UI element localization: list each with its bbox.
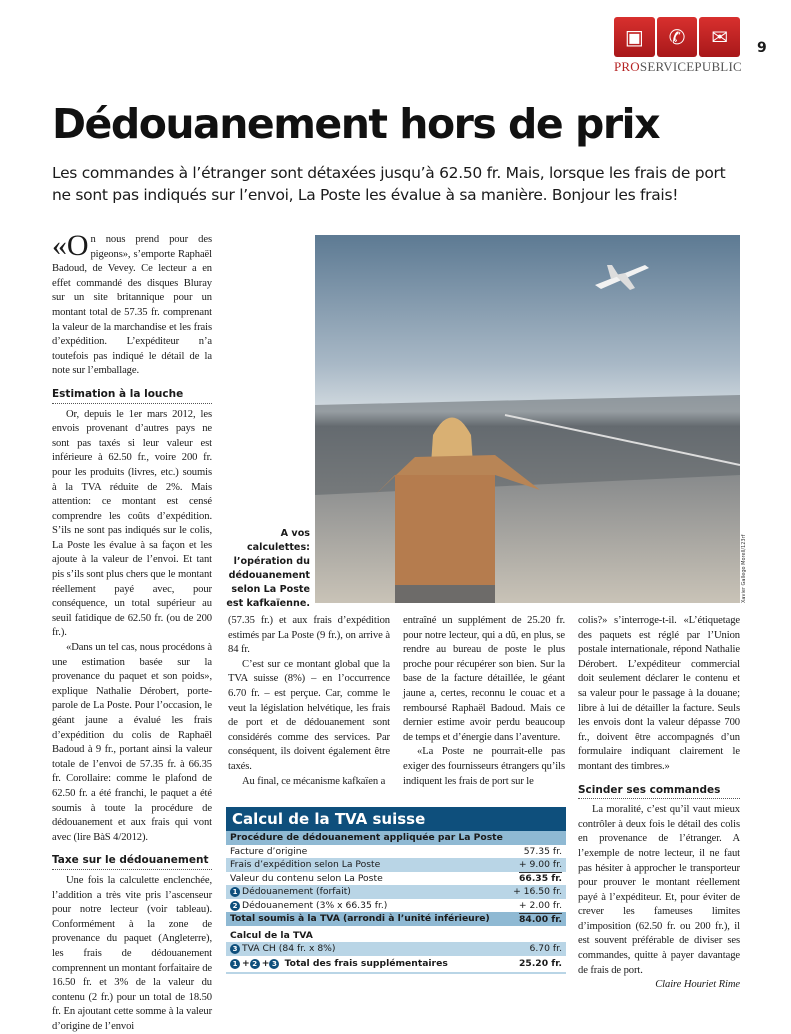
mail-icon: ✉ xyxy=(699,17,740,57)
paragraph: C’est sur ce montant global que la TVA suisse (8%) – en l’occurrence 6.70 fr. – est perçue. Car, comme le veut la législation helvétique, les frais de port et de dédouanement sont considérés comme des services. Par conséquent, ils doivent également être taxés. xyxy=(228,658,390,772)
bus-icon: ▣ xyxy=(614,17,655,57)
paragraph: (57.35 fr.) et aux frais d’expédition estimés par La Poste (9 fr.), on arrive à 84 fr. xyxy=(228,615,390,656)
brand-pro: PRO xyxy=(614,59,640,74)
paragraph: «La Poste ne pourrait-elle pas exiger des fournisseurs étrangers qu’ils indiquent les frais de port sur le xyxy=(403,746,565,787)
photo-caption: A vos calculettes: l’opération du dédouanement selon La Poste est kafkaïenne. xyxy=(226,528,310,609)
column-1 xyxy=(52,229,212,1034)
table-section-header: Procédure de dédouanement appliquée par La Poste xyxy=(226,831,566,845)
subheading: Estimation à la louche xyxy=(52,387,212,404)
paragraph: «Dans un tel cas, nous procédons à une estimation basée sur la provenance du paquet et son poids», explique Nathalie Dérobert, porte-parole de La Poste. Pour l’occasion, le géant jaune a évalué les frais d’expédition du colis de Raphaël Badoud à 9 fr., portant ainsi la valeur totale de l’envoi de 57.35 fr. à 66.35 fr. Corollaire: comme le plafond de 62.50 fr. a été franchi, le paquet a été soumis à toute la procédure de dédouanement et aux frais qui vont avec (lire BàS 4/2012). xyxy=(52,642,212,843)
brand-name: SERVICEPUBLIC xyxy=(639,59,742,74)
paragraph: Une fois la calculette enclenchée, l’addition a très vite pris l’ascenseur pour notre lecteur (voir tableau). Conformément à la zone de provenance du paquet (Angleterre), les frais de dédouanement comprennent un montant forfaitaire de 16.50 fr. et 3% de la valeur du contenu (2 fr.) pour un total de 18.50 fr. En ajoutant cette somme à la valeur d’origine de l’envoi xyxy=(52,874,212,1032)
paragraph: La moralité, c’est qu’il vaut mieux contrôler à deux fois le détail des colis en provenance de l’étranger. A l’exemple de notre lecteur, il ne faut pas hésiter à approcher le transporteur pour prouver le montant réellement payé à l’expéditeur. Et, pour éviter de crever les fameuses limites d’imposition (62.50 fr. ou 200 fr.), il est souvent préférable de diviser ses commandes, quitte à payer davantage de frais de port. xyxy=(578,804,740,976)
table-row: Valeur du contenu selon La Poste 66.35 fr. xyxy=(230,872,562,885)
table-subtotal-row: Total soumis à la TVA (arrondi à l’unité inférieure) 84.00 fr. xyxy=(226,912,566,926)
proservicepublic-logo xyxy=(614,17,740,75)
article-title: Dédouanement hors de prix xyxy=(52,100,660,148)
article-lead: Les commandes à l’étranger sont détaxées jusqu’à 62.50 fr. Mais, lorsque les frais de port ne sont pas indiqués sur l’envoi, La Poste les évalue à sa manière. Bonjour les frais! xyxy=(52,164,726,204)
article-photo xyxy=(315,235,740,603)
table-row: Facture d’origine 57.35 fr. xyxy=(230,845,562,857)
paragraph: colis?» s’interroge-t-il. «L’étiquetage des paquets est réglé par l’Union postale internationale, répond Nathalie Dérobert. L’expéditeur commercial doit seulement déclarer le contenu et sa valeur pour le passage à la douane; libre à lui de détailler la facture. Seuls les envois dont la valeur dépasse 700 fr., doivent être accompagnés d’un formulaire indiquant clairement le montant des timbres.» xyxy=(578,615,740,772)
table-section-header: Calcul de la TVA xyxy=(230,929,313,941)
table-row: Frais d’expédition selon La Poste + 9.00 fr. xyxy=(226,858,566,872)
number-badge: 2 xyxy=(230,901,240,911)
paragraph: Or, depuis le 1er mars 2012, les envois provenant d’autres pays ne sont pas taxés si leur valeur est inférieure à 62.50 fr., voire 200 fr. pour les produits (livres, etc.) soumis à la TVA réduite de 2%. Mais attention: ce montant est censé comprendre les coûts d’expédition. S’ils ne sont pas indiqués sur le colis, La Poste les évalue à sa façon et les ajoute à la valeur de l’envoi. Et tant pis s’ils sont plus chers que le montant réellement payé avec, pour conséquence, un total supérieur au seuil fatidique de 62.50 fr. (ou de 200 fr.). xyxy=(52,408,212,639)
column-3 xyxy=(403,614,565,800)
author: Claire Houriet Rime xyxy=(655,979,740,991)
subheading: Taxe sur le dédouanement xyxy=(52,853,212,870)
airplane-icon xyxy=(595,265,649,290)
phone-icon: ✆ xyxy=(657,17,698,57)
number-badge: 1 xyxy=(230,887,240,897)
paragraph: entraîné un supplément de 25.20 fr. pour notre lecteur, qui a dû, en plus, se rendre au bureau de poste le plus proche pour récupérer son bien. Sur la base de la facture détaillée, le géant jaune a, certes, reconnu le couac et a remboursé Raphaël Badoud. Mais ce dernier estime avoir perdu beaucoup de temps et d’énergie dans l’aventure. xyxy=(403,615,565,743)
column-4 xyxy=(578,614,740,993)
column-2 xyxy=(228,614,390,800)
paragraph-text: n nous prend pour des pigeons», s’emporte Raphaël Badoud, de Vevey. Ce lecteur a en effet commandé des disques Bluray sur un site britannique pour un montant total de 57.35 fr. comprenant la valeur de la marchandise et les frais d’expédition. L’expéditeur n’a toutefois pas indiqué le détail de la note sur l’emballage. xyxy=(52,234,212,377)
table-row: 3 TVA CH (84 fr. x 8%) 6.70 fr. xyxy=(226,942,566,956)
vat-calculation-table xyxy=(226,807,566,974)
page-number: 9 xyxy=(757,40,767,56)
drop-cap: «O xyxy=(52,229,89,262)
table-title: Calcul de la TVA suisse xyxy=(226,807,566,831)
paragraph: Au final, ce mécanisme kafkaïen a xyxy=(242,775,386,787)
subheading: Scinder ses commandes xyxy=(578,783,740,800)
photo-credit: Xavier Gallego Morell/123rf xyxy=(741,534,747,603)
paragraph xyxy=(52,229,212,379)
number-badge: 3 xyxy=(230,944,240,954)
table-total-row: 1 + 2 + 3 Total des frais supplémentaires 25.20 fr. xyxy=(226,956,566,974)
table-row: 1 Dédouanement (forfait) + 16.50 fr. xyxy=(226,885,566,899)
table-row: 2 Dédouanement (3% x 66.35 fr.) + 2.00 fr. xyxy=(226,899,566,913)
